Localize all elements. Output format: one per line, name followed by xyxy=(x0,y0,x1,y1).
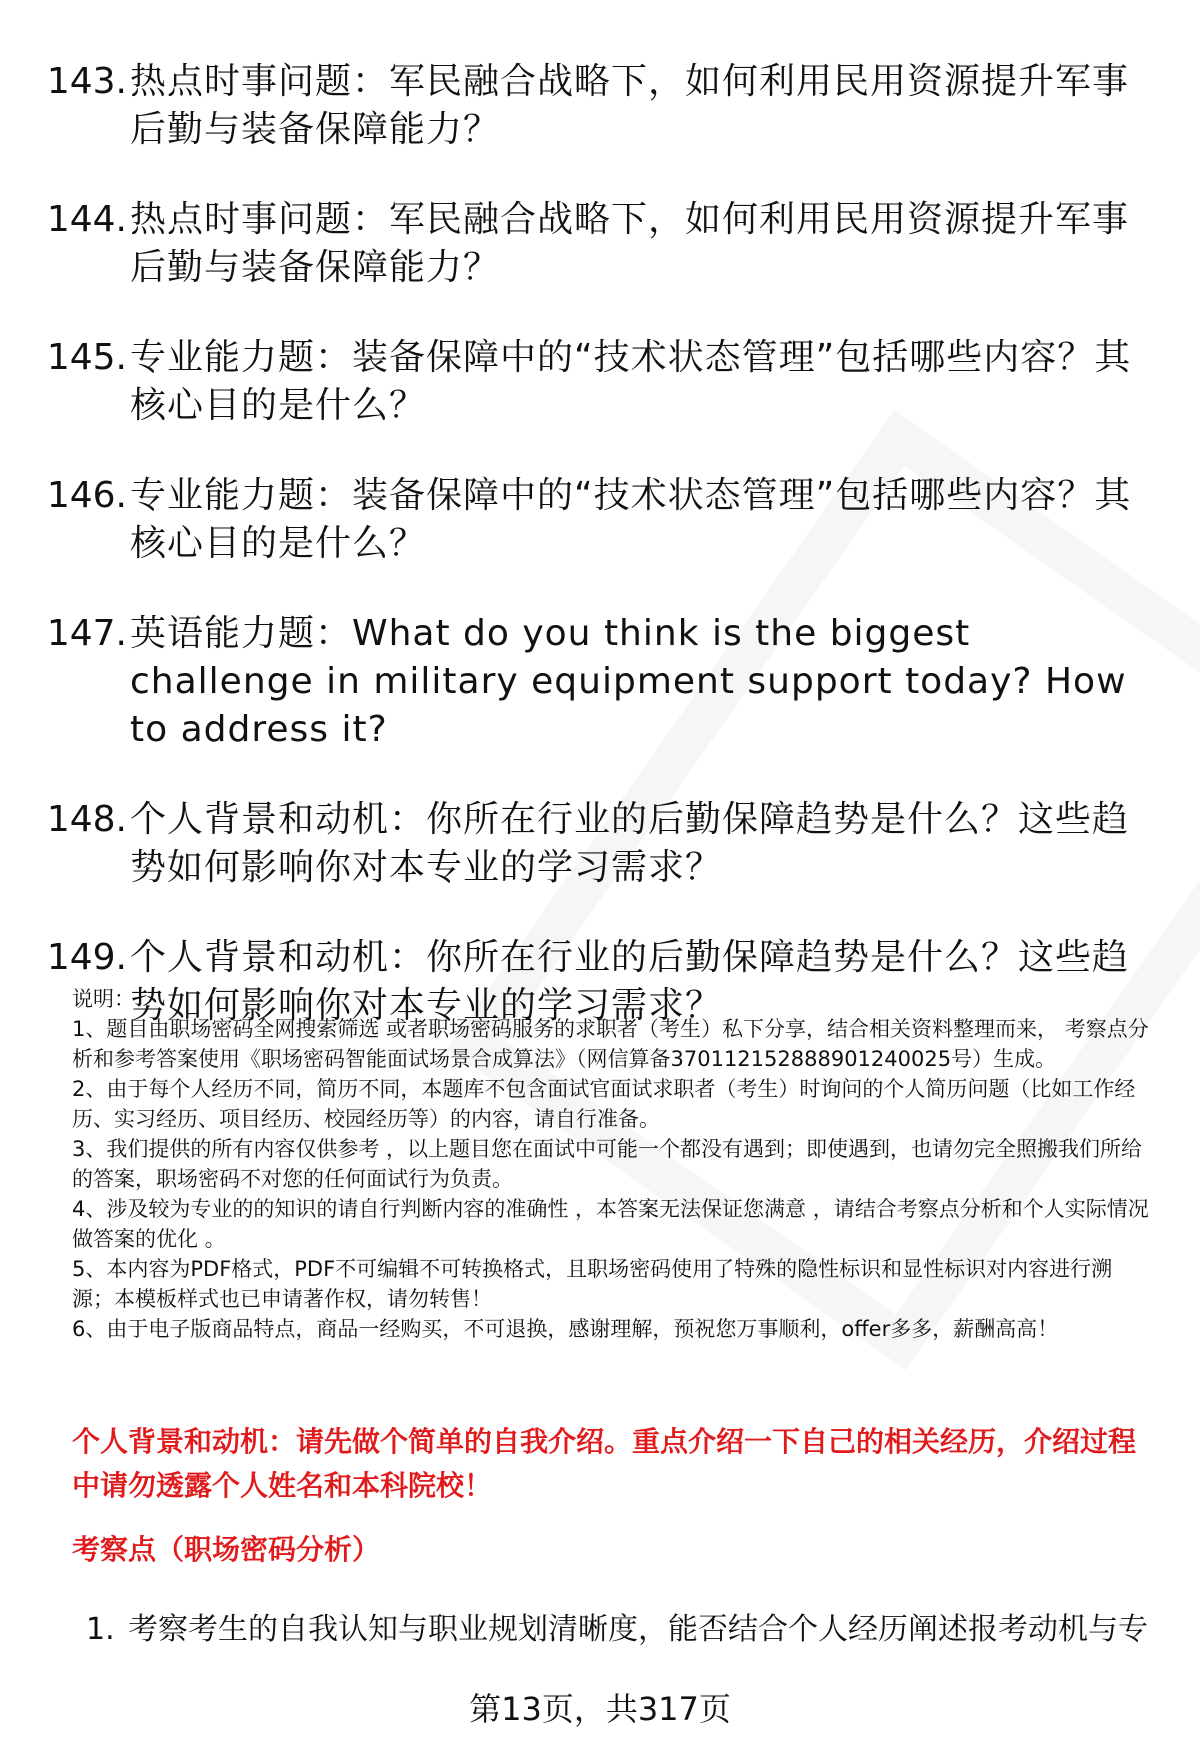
question-text: 英语能力题：What do you think is the biggest challenge in military equipment support today? How to address it? xyxy=(130,613,1127,750)
question-number: 146. xyxy=(46,475,127,516)
question-number: 149. xyxy=(46,937,127,978)
note-item: 4、涉及较为专业的的知识的请自行判断内容的准确性 ，本答案无法保证您满意 ，请结合考察点分析和个人实际情况做答案的优化 。 xyxy=(72,1197,1149,1251)
question-text: 热点时事问题：军民融合战略下，如何利用民用资源提升军事后勤与装备保障能力？ xyxy=(130,199,1130,288)
question-item xyxy=(0,196,1200,292)
analysis-text: 考察考生的自我认知与职业规划清晰度，能否结合个人经历阐述报考动机与专 xyxy=(128,1612,1148,1647)
question-text: 个人背景和动机：你所在行业的后勤保障趋势是什么？这些趋势如何影响你对本专业的学习需求？ xyxy=(130,937,1130,1026)
question-item xyxy=(0,610,1200,754)
question-number: 147. xyxy=(46,613,127,654)
notes-title: 说明： xyxy=(72,987,135,1011)
analysis-item xyxy=(86,1610,1166,1650)
section-title: 考察点（职场密码分析） xyxy=(72,1533,381,1566)
highlight-question: 个人背景和动机：请先做个简单的自我介绍。重点介绍一下自己的相关经历，介绍过程中请勿透露个人姓名和本科院校！ xyxy=(72,1425,1137,1502)
notes-section xyxy=(72,984,1152,1344)
page-footer: 第13页，共317页 xyxy=(469,1690,731,1728)
question-text: 个人背景和动机：你所在行业的后勤保障趋势是什么？这些趋势如何影响你对本专业的学习需求？ xyxy=(130,799,1130,888)
note-item: 5、本内容为PDF格式，PDF不可编辑不可转换格式，且职场密码使用了特殊的隐性标识和显性标识对内容进行溯源；本模板样式也已申请著作权，请勿转售！ xyxy=(72,1257,1113,1311)
question-text: 热点时事问题：军民融合战略下，如何利用民用资源提升军事后勤与装备保障能力？ xyxy=(130,61,1130,150)
note-item: 2、由于每个人经历不同，简历不同，本题库不包含面试官面试求职者（考生）时询问的个人简历问题（比如工作经历、实习经历、项目经历、校园经历等）的内容，请自行准备。 xyxy=(72,1077,1136,1131)
question-item xyxy=(0,472,1200,568)
note-item: 1、题目由职场密码全网搜索筛选 或者职场密码服务的求职者（考生）私下分享，结合相关资料整理而来， 考察点分析和参考答案使用《职场密码智能面试场景合成算法》（网信算备370112152888901240025号）生成。 xyxy=(72,1017,1149,1071)
question-number: 143. xyxy=(46,61,127,102)
note-item: 3、我们提供的所有内容仅供参考 ，以上题目您在面试中可能一个都没有遇到；即使遇到，也请勿完全照搬我们所给的答案，职场密码不对您的任何面试行为负责。 xyxy=(72,1137,1143,1191)
question-list xyxy=(0,58,1200,1072)
question-item xyxy=(0,796,1200,892)
question-text: 专业能力题：装备保障中的“技术状态管理”包括哪些内容？其核心目的是什么？ xyxy=(130,475,1132,564)
question-number: 144. xyxy=(46,199,127,240)
question-item xyxy=(0,334,1200,430)
question-text: 专业能力题：装备保障中的“技术状态管理”包括哪些内容？其核心目的是什么？ xyxy=(130,337,1132,426)
analysis-number: 1. xyxy=(86,1612,115,1647)
question-number: 148. xyxy=(46,799,127,840)
question-number: 145. xyxy=(46,337,127,378)
question-item xyxy=(0,58,1200,154)
note-item: 6、由于电子版商品特点，商品一经购买，不可退换，感谢理解，预祝您万事顺利，offer多多，薪酬高高！ xyxy=(72,1317,1059,1341)
